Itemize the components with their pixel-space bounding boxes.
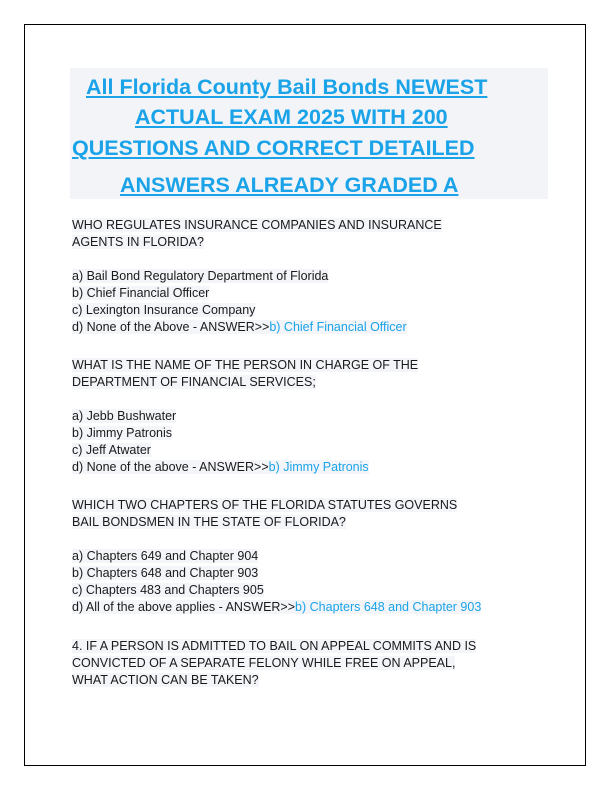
title-line-2: ACTUAL EXAM 2025 WITH 200 <box>135 105 448 129</box>
question-3 <box>72 497 481 616</box>
question-2-option-a: a) Jebb Bushwater <box>72 409 177 423</box>
question-2-option-d: d) None of the above - ANSWER>> <box>72 460 269 474</box>
question-1-text-line-1: WHO REGULATES INSURANCE COMPANIES AND INSURANCE <box>72 218 442 232</box>
question-1-option-b: b) Chief Financial Officer <box>72 286 210 300</box>
question-4-text-line-3: WHAT ACTION CAN BE TAKEN? <box>72 673 259 687</box>
question-3-text-line-2: BAIL BONDSMEN IN THE STATE OF FLORIDA? <box>72 515 346 529</box>
question-3-text-line-1: WHICH TWO CHAPTERS OF THE FLORIDA STATUTES GOVERNS <box>72 498 458 512</box>
question-3-answer: b) Chapters 648 and Chapter 903 <box>295 600 482 614</box>
question-1-option-c: c) Lexington Insurance Company <box>72 303 256 317</box>
question-2-text-line-2: DEPARTMENT OF FINANCIAL SERVICES; <box>72 375 316 389</box>
title-line-1: All Florida County Bail Bonds NEWEST <box>86 75 488 99</box>
question-1-answer: b) Chief Financial Officer <box>269 320 407 334</box>
question-4-text-line-2: CONVICTED OF A SEPARATE FELONY WHILE FREE ON APPEAL, <box>72 656 456 670</box>
question-1-option-d: d) None of the Above - ANSWER>> <box>72 320 270 334</box>
question-3-option-d: d) All of the above applies - ANSWER>> <box>72 600 296 614</box>
question-1-option-a: a) Bail Bond Regulatory Department of Florida <box>72 269 329 283</box>
title-line-4: ANSWERS ALREADY GRADED A <box>120 173 459 197</box>
question-3-option-c: c) Chapters 483 and Chapters 905 <box>72 583 264 597</box>
question-2-option-b: b) Jimmy Patronis <box>72 426 173 440</box>
question-3-option-a: a) Chapters 649 and Chapter 904 <box>72 549 259 563</box>
title-line-3: QUESTIONS AND CORRECT DETAILED <box>72 136 475 160</box>
question-2-option-c: c) Jeff Atwater <box>72 443 151 457</box>
question-2-text-line-1: WHAT IS THE NAME OF THE PERSON IN CHARGE OF THE <box>72 358 419 372</box>
question-4-text-line-1: 4. IF A PERSON IS ADMITTED TO BAIL ON APPEAL COMMITS AND IS <box>72 639 477 653</box>
question-2-answer: b) Jimmy Patronis <box>268 460 369 474</box>
question-1 <box>72 217 442 336</box>
question-3-option-b: b) Chapters 648 and Chapter 903 <box>72 566 259 580</box>
question-1-text-line-2: AGENTS IN FLORIDA? <box>72 235 204 249</box>
question-4 <box>72 638 476 689</box>
question-2 <box>72 357 418 476</box>
